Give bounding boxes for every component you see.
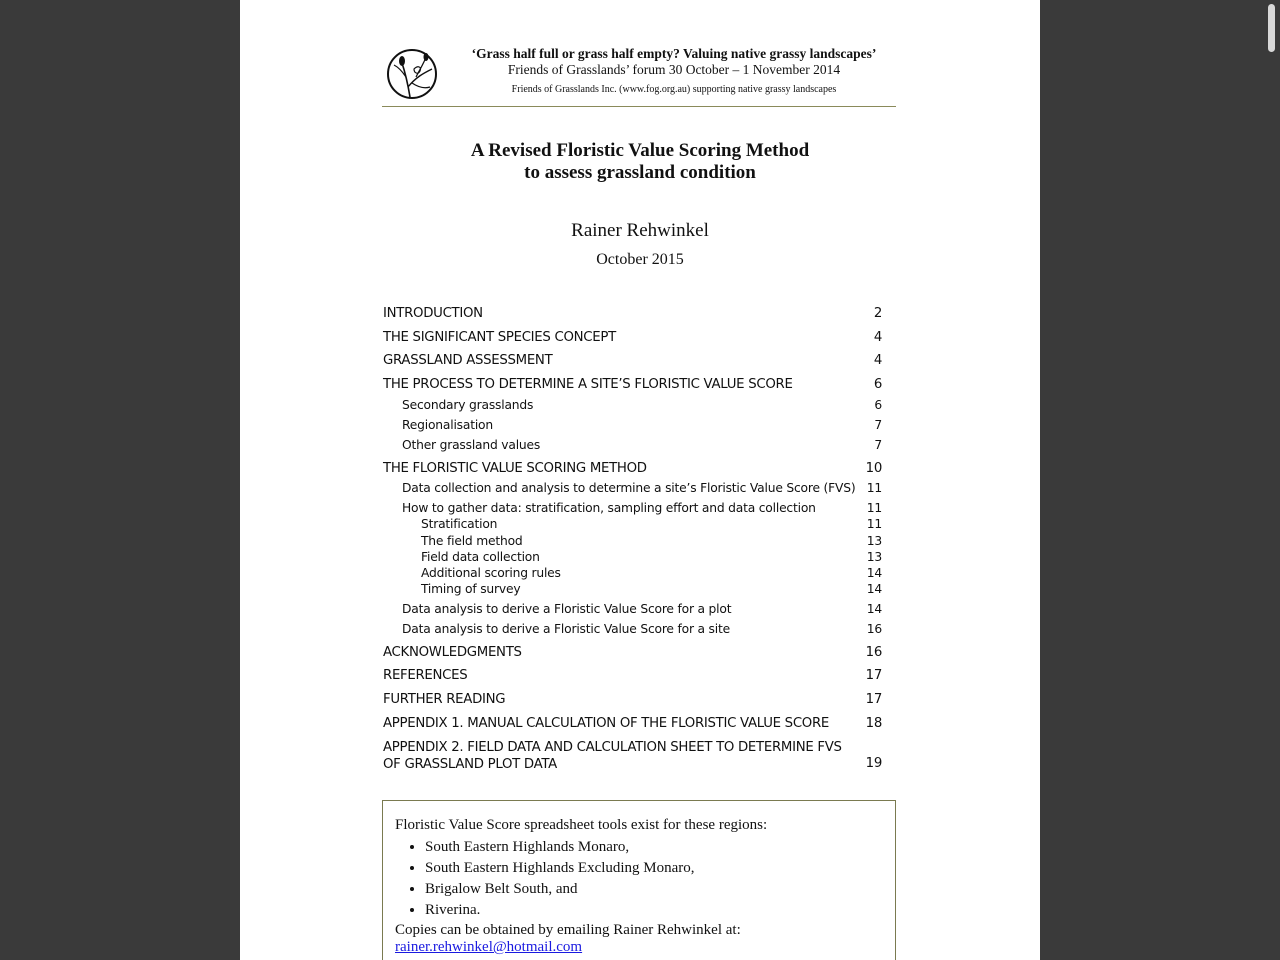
toc-item-label: The field method bbox=[421, 534, 523, 548]
toc-item-page: 14 bbox=[866, 582, 882, 596]
toc-item-label: Data collection and analysis to determine a site’s Floristic Value Score (FVS) bbox=[402, 481, 856, 495]
document-title bbox=[240, 140, 1040, 184]
grass-flower-logo-icon bbox=[386, 47, 438, 101]
toc-item-label: Field data collection bbox=[421, 550, 540, 564]
toc-item-label: THE FLORISTIC VALUE SCORING METHOD bbox=[383, 461, 647, 476]
toc-item-label: THE PROCESS TO DETERMINE A SITE’S FLORISTIC VALUE SCORE bbox=[383, 377, 793, 392]
toc-item-label: Other grassland values bbox=[402, 438, 541, 452]
toc-item-page: 16 bbox=[865, 645, 882, 660]
toc-item-page: 2 bbox=[873, 306, 882, 321]
toc-item-label: GRASSLAND ASSESSMENT bbox=[383, 353, 553, 368]
toc-item-label: ACKNOWLEDGMENTS bbox=[383, 645, 522, 660]
list-item: • Brigalow Belt South, and bbox=[425, 879, 895, 900]
toc-item-label: REFERENCES bbox=[383, 668, 468, 683]
list-item: • Riverina. bbox=[425, 900, 895, 921]
email-link[interactable]: rainer.rehwinkel@hotmail.com bbox=[395, 939, 583, 955]
forum-subtitle: Friends of Grasslands’ forum 30 October – 1 November 2014 bbox=[507, 62, 841, 77]
toc-item-page: 10 bbox=[865, 461, 882, 476]
toc-item-page: 14 bbox=[866, 566, 882, 580]
toc-item-page: 7 bbox=[874, 418, 882, 432]
document-author: Rainer Rehwinkel bbox=[571, 220, 709, 241]
toc-item-page: 4 bbox=[873, 353, 882, 368]
toc-item-page: 14 bbox=[866, 602, 882, 616]
spreadsheet-tools-box bbox=[382, 800, 896, 960]
document-page bbox=[240, 0, 1040, 960]
forum-organisation: Friends of Grasslands Inc. (www.fog.org.au) supporting native grassy landscapes bbox=[511, 84, 837, 95]
toc-item-label: Data analysis to derive a Floristic Value Score for a site bbox=[402, 622, 730, 636]
toc-item-page: 19 bbox=[865, 756, 882, 771]
toc-item-label: Secondary grasslands bbox=[402, 398, 534, 412]
toc-item-label: Timing of survey bbox=[421, 582, 521, 596]
toc-item-page: 18 bbox=[865, 716, 882, 731]
toc-item-page: 11 bbox=[866, 517, 882, 531]
toc-item-label: How to gather data: stratification, sampling effort and data collection bbox=[402, 501, 816, 515]
box-intro: Floristic Value Score spreadsheet tools exist for these regions: bbox=[395, 817, 768, 833]
box-copies-text: Copies can be obtained by emailing Rainer Rehwinkel at: bbox=[395, 922, 741, 938]
regions-list bbox=[395, 837, 895, 921]
toc-item-page: 17 bbox=[865, 692, 882, 707]
list-item: • South Eastern Highlands Excluding Monaro, bbox=[425, 858, 895, 879]
toc-item-page: 6 bbox=[874, 398, 882, 412]
toc-item-page: 11 bbox=[866, 501, 882, 515]
toc-item-page: 7 bbox=[874, 438, 882, 452]
toc-item-label: APPENDIX 2. FIELD DATA AND CALCULATION SHEET TO DETERMINE FVS OF GRASSLAND PLOT DATA bbox=[383, 740, 842, 772]
list-item: • South Eastern Highlands Monaro, bbox=[425, 837, 895, 858]
scrollbar-thumb[interactable] bbox=[1268, 4, 1275, 52]
toc-item-page: 17 bbox=[865, 668, 882, 683]
forum-title: ‘Grass half full or grass half empty? Valuing native grassy landscapes’ bbox=[471, 46, 877, 61]
toc-item-label: THE SIGNIFICANT SPECIES CONCEPT bbox=[383, 330, 616, 345]
document-date: October 2015 bbox=[596, 251, 684, 268]
toc-item-label: FURTHER READING bbox=[383, 692, 506, 707]
toc-item-label: INTRODUCTION bbox=[383, 306, 483, 321]
document-title-line-1: A Revised Floristic Value Scoring Method bbox=[470, 140, 810, 161]
toc-item-page: 13 bbox=[866, 550, 882, 564]
toc-item-label: Regionalisation bbox=[402, 418, 493, 432]
toc-item-page: 16 bbox=[866, 622, 882, 636]
toc-item-label: APPENDIX 1. MANUAL CALCULATION OF THE FLORISTIC VALUE SCORE bbox=[383, 716, 830, 731]
document-title-line-2: to assess grassland condition bbox=[524, 162, 756, 183]
toc-item-page: 13 bbox=[866, 534, 882, 548]
toc-item-label: Stratification bbox=[421, 517, 498, 531]
toc-item-page: 11 bbox=[866, 481, 882, 495]
toc-item-page: 6 bbox=[873, 377, 882, 392]
toc-item-label: Data analysis to derive a Floristic Value Score for a plot bbox=[402, 602, 732, 616]
page-header bbox=[382, 44, 896, 107]
toc-item-page: 4 bbox=[873, 330, 882, 345]
toc-item-label: Additional scoring rules bbox=[421, 566, 561, 580]
